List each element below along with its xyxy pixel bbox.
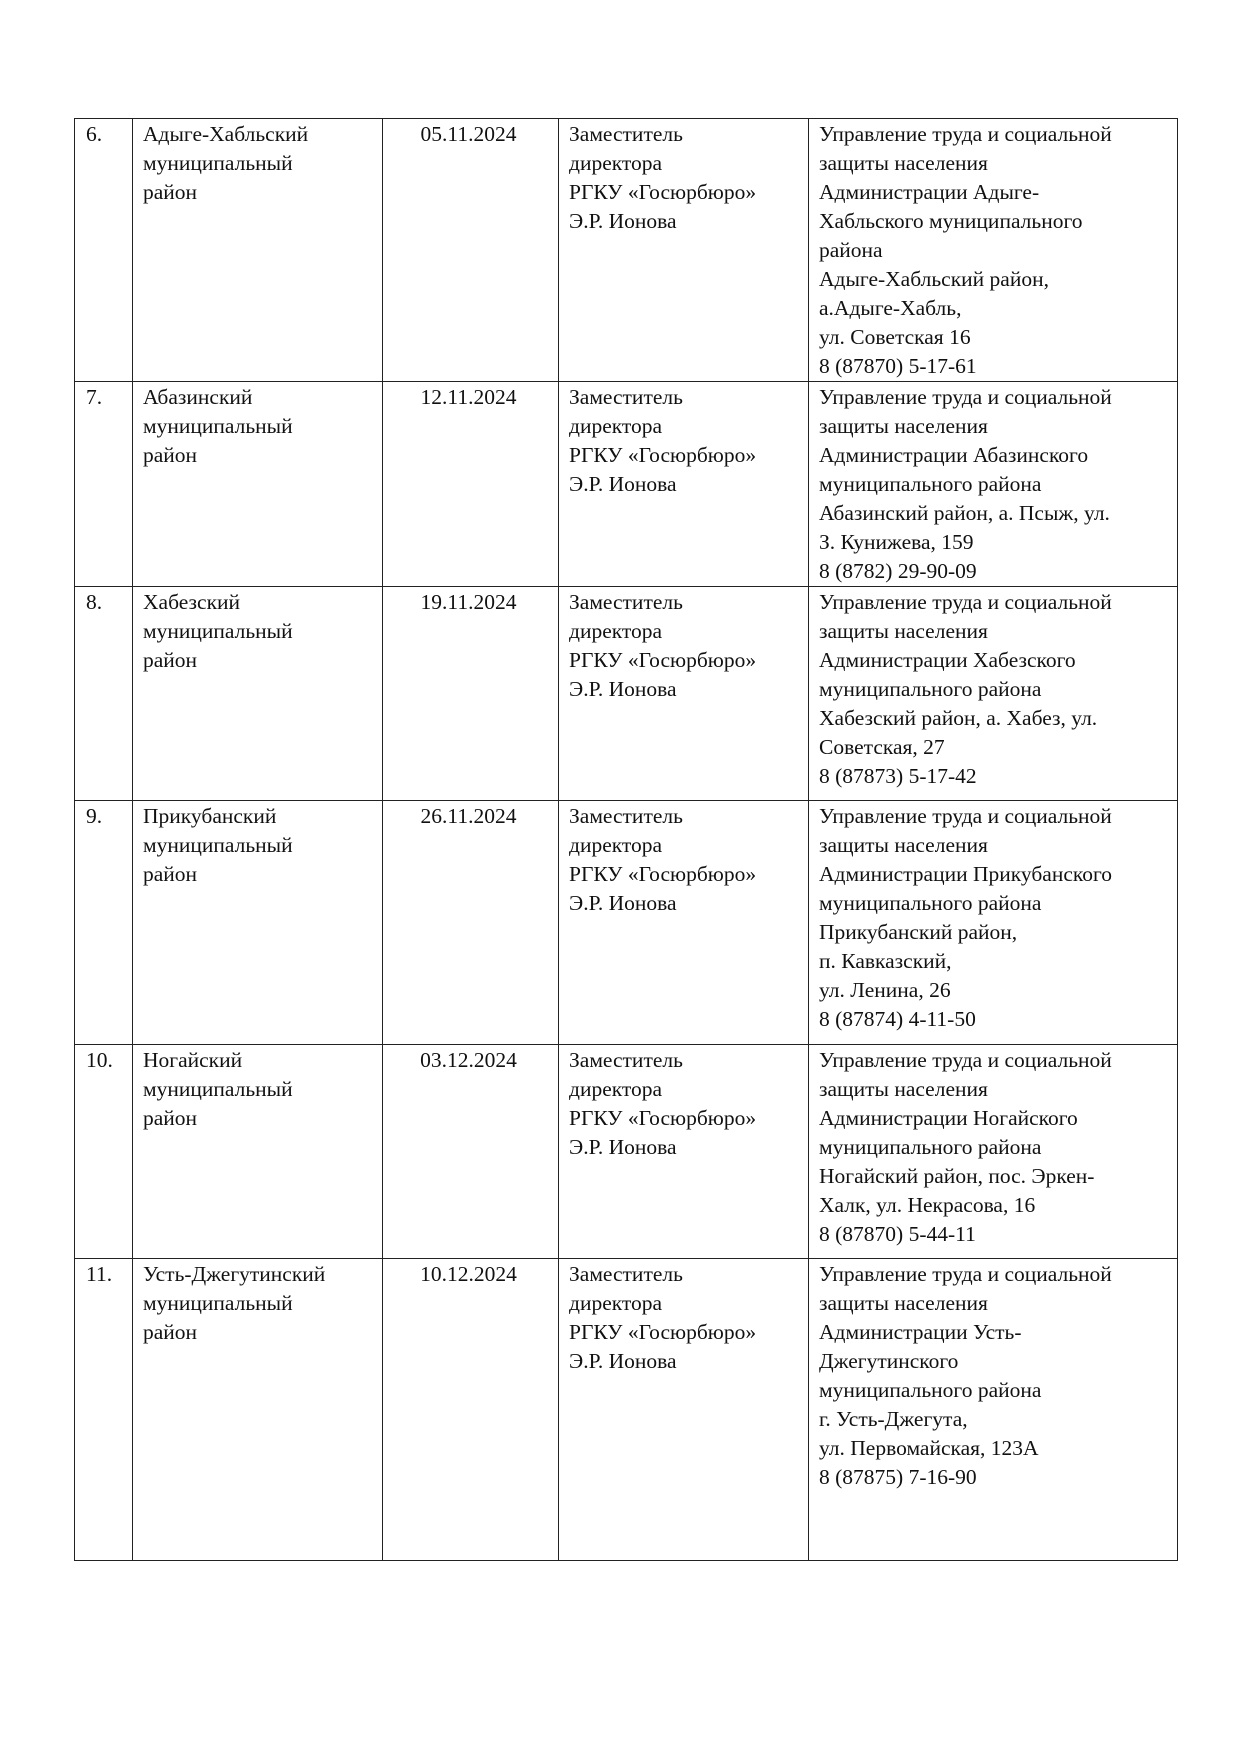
official-cell: Заместитель директора РГКУ «Госюрбюро» Э.Р. Ионова (559, 801, 809, 1045)
official-cell: Заместитель директора РГКУ «Госюрбюро» Э.Р. Ионова (559, 382, 809, 587)
row-number: 6. (75, 119, 133, 382)
row-number: 11. (75, 1259, 133, 1561)
date-cell: 26.11.2024 (383, 801, 559, 1045)
address-cell: Управление труда и социальной защиты населения Администрации Ногайского муниципального района Ногайский район, пос. Эркен- Халк, ул. Некрасова, 16 8 (87870) 5-44-11 (809, 1045, 1178, 1259)
row-number: 10. (75, 1045, 133, 1259)
district-cell: Усть-Джегутинский муниципальный район (133, 1259, 383, 1561)
table-row (75, 382, 1178, 587)
district-cell: Ногайский муниципальный район (133, 1045, 383, 1259)
address-cell: Управление труда и социальной защиты населения Администрации Усть- Джегутинского муниципального района г. Усть-Джегута, ул. Первомайская, 123А 8 (87875) 7-16-90 (809, 1259, 1178, 1561)
district-cell: Абазинский муниципальный район (133, 382, 383, 587)
row-number: 9. (75, 801, 133, 1045)
schedule-table (74, 118, 1178, 1561)
district-cell: Адыге-Хабльский муниципальный район (133, 119, 383, 382)
official-cell: Заместитель директора РГКУ «Госюрбюро» Э.Р. Ионова (559, 1259, 809, 1561)
address-cell: Управление труда и социальной защиты населения Администрации Абазинского муниципального района Абазинский район, а. Псыж, ул. З. Кунижева, 159 8 (8782) 29-90-09 (809, 382, 1178, 587)
row-number: 8. (75, 587, 133, 801)
row-number: 7. (75, 382, 133, 587)
address-cell: Управление труда и социальной защиты населения Администрации Прикубанского муниципального района Прикубанский район, п. Кавказский, ул. Ленина, 26 8 (87874) 4-11-50 (809, 801, 1178, 1045)
table-row (75, 1045, 1178, 1259)
table-row (75, 801, 1178, 1045)
table-row (75, 587, 1178, 801)
official-cell: Заместитель директора РГКУ «Госюрбюро» Э.Р. Ионова (559, 119, 809, 382)
address-cell: Управление труда и социальной защиты населения Администрации Адыге- Хабльского муниципального района Адыге-Хабльский район, а.Адыге-Хабль, ул. Советская 16 8 (87870) 5-17-61 (809, 119, 1178, 382)
district-cell: Прикубанский муниципальный район (133, 801, 383, 1045)
district-cell: Хабезский муниципальный район (133, 587, 383, 801)
date-cell: 12.11.2024 (383, 382, 559, 587)
official-cell: Заместитель директора РГКУ «Госюрбюро» Э.Р. Ионова (559, 1045, 809, 1259)
date-cell: 10.12.2024 (383, 1259, 559, 1561)
address-cell: Управление труда и социальной защиты населения Администрации Хабезского муниципального района Хабезский район, а. Хабез, ул. Советская, 27 8 (87873) 5-17-42 (809, 587, 1178, 801)
table-row (75, 1259, 1178, 1561)
official-cell: Заместитель директора РГКУ «Госюрбюро» Э.Р. Ионова (559, 587, 809, 801)
table-row (75, 119, 1178, 382)
date-cell: 19.11.2024 (383, 587, 559, 801)
date-cell: 05.11.2024 (383, 119, 559, 382)
date-cell: 03.12.2024 (383, 1045, 559, 1259)
